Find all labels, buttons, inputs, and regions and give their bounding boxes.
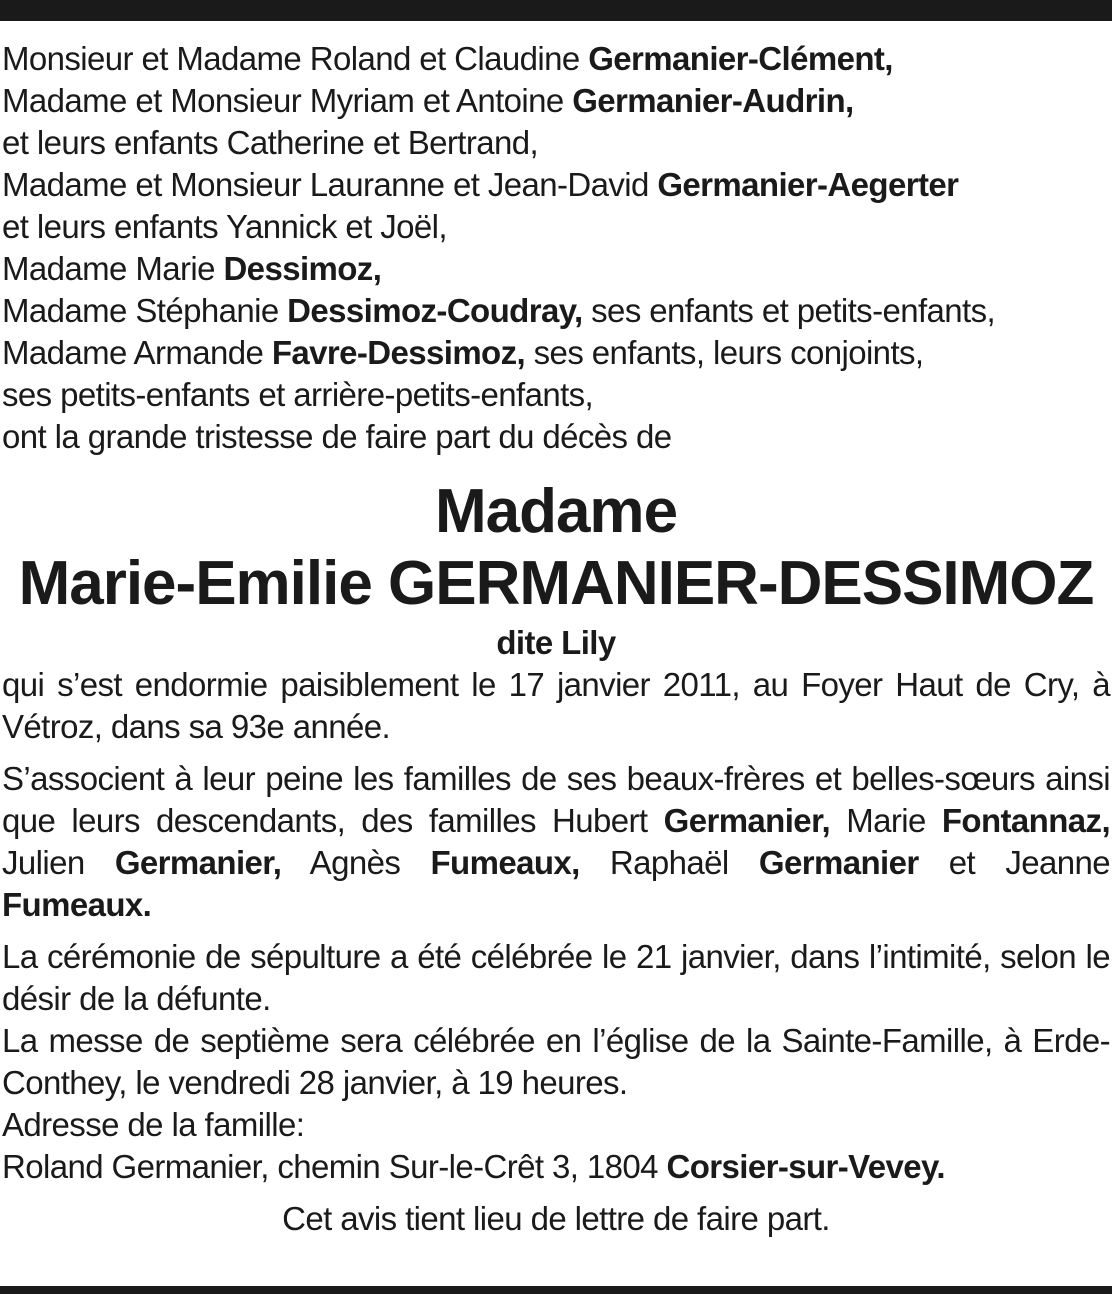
ceremony-paragraph: La cérémonie de sépulture a été célébrée le 21 janvier, dans l’intimité, selon le désir de la défunte. (2, 938, 1110, 1017)
associate-family-name: Germanier, (114, 844, 282, 881)
associates-text: Agnès (281, 844, 431, 881)
family-address (2, 1146, 1110, 1188)
family-line-text: Madame Marie (2, 250, 224, 287)
deceased-title: Madame (434, 477, 678, 546)
family-line (2, 248, 1110, 290)
deceased-name: Marie-Emilie GERMANIER-DESSIMOZ (18, 549, 1094, 618)
family-line-text: ont la grande tristesse de faire part du décès de (2, 418, 672, 455)
obituary-notice (2, 38, 1110, 1240)
family-line (2, 206, 1110, 248)
family-line-text: Madame Stéphanie (2, 292, 288, 329)
bottom-border-rule (0, 1286, 1112, 1294)
family-name: Germanier-Clément, (588, 40, 893, 77)
family-line (2, 80, 1110, 122)
top-border-rule (0, 0, 1112, 21)
family-name: Favre-Dessimoz, (271, 334, 526, 371)
associates-text: S’associent à leur peine les familles de ses beaux-frères et belles-sœurs ainsi que leurs descendants, des familles Hubert (2, 760, 1110, 839)
closing-note: Cet avis tient lieu de lettre de faire part. (282, 1200, 830, 1237)
family-list (2, 38, 1110, 458)
associate-family-name: Fontannaz, (941, 802, 1111, 839)
family-name: Germanier-Audrin, (572, 82, 854, 119)
family-name: Dessimoz-Coudray, (287, 292, 583, 329)
associates-text: et Jeanne (918, 844, 1110, 881)
family-line (2, 164, 1110, 206)
family-line-text: et leurs enfants Yannick et Joël, (2, 208, 447, 245)
family-line-text: Madame Armande (2, 334, 272, 371)
family-line-text: ses petits-enfants et arrière-petits-enfants, (2, 376, 594, 413)
family-line-text: et leurs enfants Catherine et Bertrand, (2, 124, 539, 161)
associates-text: Raphaël (579, 844, 759, 881)
associates-text: Julien (2, 844, 115, 881)
family-name: Germanier-Aegerter (657, 166, 959, 203)
associate-family-name: Fumeaux. (2, 886, 152, 923)
family-line (2, 38, 1110, 80)
death-notice-paragraph: qui s’est endormie paisiblement le 17 janvier 2011, au Foyer Haut de Cry, à Vétroz, dans sa 93e année. (2, 666, 1110, 745)
deceased-nickname: dite Lily (496, 624, 616, 661)
family-line (2, 332, 1110, 374)
address-label: Adresse de la famille: (2, 1106, 305, 1143)
family-line-text: Monsieur et Madame Roland et Claudine (2, 40, 589, 77)
mass-paragraph: La messe de septième sera célébrée en l’église de la Sainte-Famille, à Erde-Conthey, le vendredi 28 janvier, à 19 heures. (2, 1022, 1110, 1101)
associate-family-name: Fumeaux, (430, 844, 580, 881)
address-city: Corsier-sur-Vevey. (666, 1148, 945, 1185)
associates-text: Marie (830, 802, 942, 839)
associates-paragraph (2, 758, 1110, 926)
family-line-text: Madame et Monsieur Myriam et Antoine (2, 82, 573, 119)
family-name: Dessimoz, (223, 250, 382, 287)
family-line (2, 416, 1110, 458)
family-line (2, 122, 1110, 164)
family-line (2, 374, 1110, 416)
family-line-suffix: ses enfants et petits-enfants, (582, 292, 996, 329)
associate-family-name: Germanier, (663, 802, 831, 839)
family-line-suffix: ses enfants, leurs conjoints, (525, 334, 924, 371)
family-line-text: Madame et Monsieur Lauranne et Jean-David (2, 166, 658, 203)
family-line (2, 290, 1110, 332)
associate-family-name: Germanier (758, 844, 919, 881)
address-text: Roland Germanier, chemin Sur-le-Crêt 3, 1804 (2, 1148, 667, 1185)
